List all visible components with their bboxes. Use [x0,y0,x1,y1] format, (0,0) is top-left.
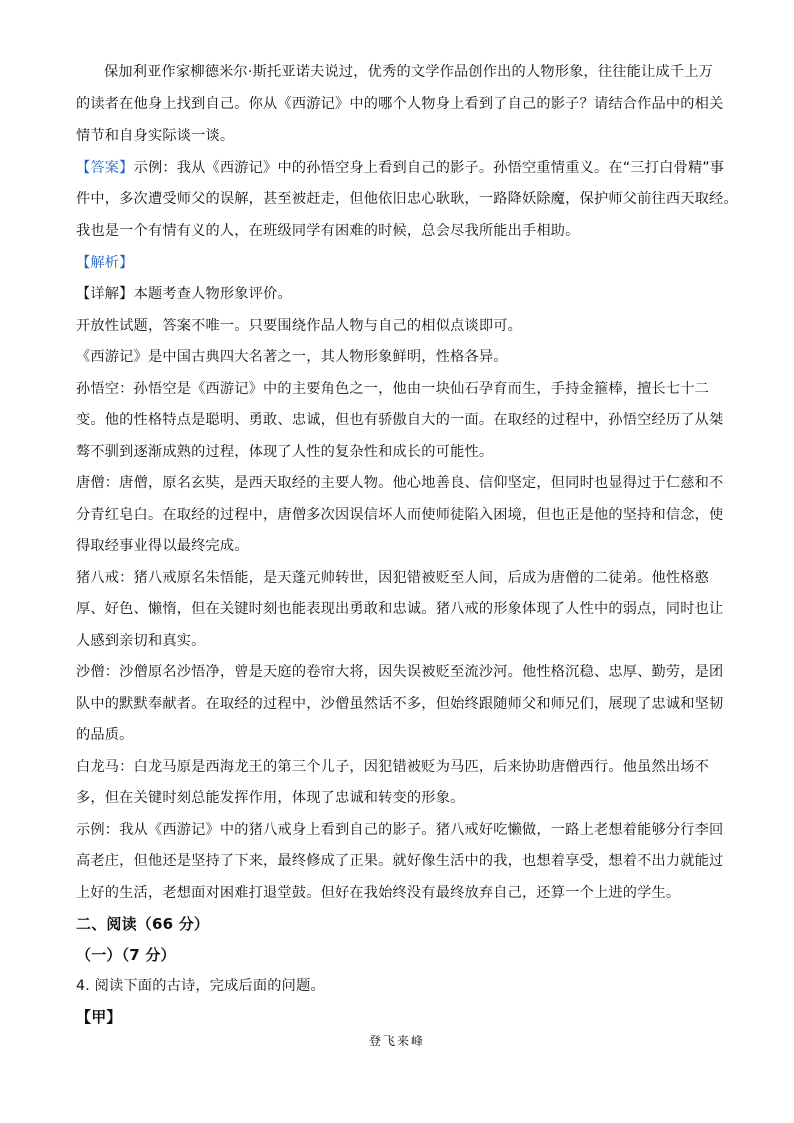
analysis-line: 队中的默默奉献者。在取经的过程中，沙僧虽然话不多，但始终跟随师父和师兄们，展现了忠诚和坚韧 [76,696,724,712]
analysis-line: 示例：我从《西游记》中的猪八戒身上看到自己的影子。猪八戒好吃懒做，一路上老想着能够分行李回 [76,822,724,838]
analysis-line: 人感到亲切和真实。 [76,633,206,649]
analysis-line: 上好的生活，老想面对困难打退堂鼓。但好在我始终没有最终放弃自己，还算一个上进的学生。 [76,885,681,901]
analysis-line: 的品质。 [76,727,134,743]
analysis-line: 骜不驯到逐渐成熟的过程，体现了人性的复杂性和成长的可能性。 [76,444,494,460]
analysis-line: 孙悟空：孙悟空是《西游记》中的主要角色之一，他由一块仙石孕育而生，手持金箍棒，擅长七十二 [76,381,710,397]
analysis-line: 猪八戒：猪八戒原名朱悟能，是天蓬元帅转世，因犯错被贬至人间，后成为唐僧的二徒弟。他性格憨 [76,570,710,586]
answer-line: 件中，多次遭受师父的误解，甚至被赶走，但他依旧忠心耿耿，一路降妖除魔，保护师父前往西天取经。 [76,191,738,207]
part-label: 【甲】 [76,1008,122,1026]
answer-line: 我也是一个有情有义的人，在班级同学有困难的时候，总会尽我所能出手相助。 [76,223,580,239]
question-4: 4. 阅读下面的古诗，完成后面的问题。 [76,978,325,994]
analysis-line: 变。他的性格特点是聪明、勇敢、忠诚，但也有骄傲自大的一面。在取经的过程中，孙悟空经历了从桀 [76,412,724,428]
analysis-line: 沙僧：沙僧原名沙悟净，曾是天庭的卷帘大将，因失误被贬至流沙河。他性格沉稳、忠厚、勤劳，是团 [76,664,724,680]
analysis-line: 高老庄，但他还是坚持了下来，最终修成了正果。就好像生活中的我，也想着享受，想着不出力就能过 [76,853,724,869]
section-heading: 二、阅读（66 分） [76,915,210,933]
analysis-line: 开放性试题，答案不唯一。只要围绕作品人物与自己的相似点谈即可。 [76,318,523,334]
analysis-line: 得取经事业得以最终完成。 [76,538,249,554]
detail-line: 【详解】本题考查人物形象评价。 [76,286,292,302]
analysis-line: 《西游记》是中国古典四大名著之一，其人物形象鲜明，性格各异。 [76,349,508,365]
question-line: 的读者在他身上找到自己。你从《西游记》中的哪个人物身上看到了自己的影子？请结合作品中的相关 [76,96,724,112]
answer-label: 【答案】 [76,160,134,176]
analysis-label: 【解析】 [76,255,134,271]
analysis-line: 厚、好色、懒惰，但在关键时刻也能表现出勇敢和忠诚。猪八戒的形象体现了人性中的弱点，同时也让 [76,601,724,617]
analysis-line: 多，但在关键时刻总能发挥作用，体现了忠诚和转变的形象。 [76,790,465,806]
analysis-line: 分青红皂白。在取经的过程中，唐僧多次因误信坏人而使师徒陷入困境，但也正是他的坚持和信念，使 [76,507,724,523]
poem-title: 登飞来峰 [368,1034,425,1048]
answer-line: 【答案】示例：我从《西游记》中的孙悟空身上看到自己的影子。孙悟空重情重义。在“三打白骨精”事 [76,160,725,176]
detail-label: 【详解】 [76,286,134,302]
analysis-line: 唐僧：唐僧，原名玄奘，是西天取经的主要人物。他心地善良、信仰坚定，但同时也显得过于仁慈和不 [76,475,724,491]
question-line: 情节和自身实际谈一谈。 [76,128,235,144]
question-line: 保加利亚作家柳德米尔·斯托亚诺夫说过，优秀的文学作品创作出的人物形象，往往能让成千上万 [104,64,713,80]
sub-heading: （一）（7 分） [76,946,176,964]
analysis-line: 白龙马：白龙马原是西海龙王的第三个儿子，因犯错被贬为马匹，后来协助唐僧西行。他虽然出场不 [76,759,710,775]
